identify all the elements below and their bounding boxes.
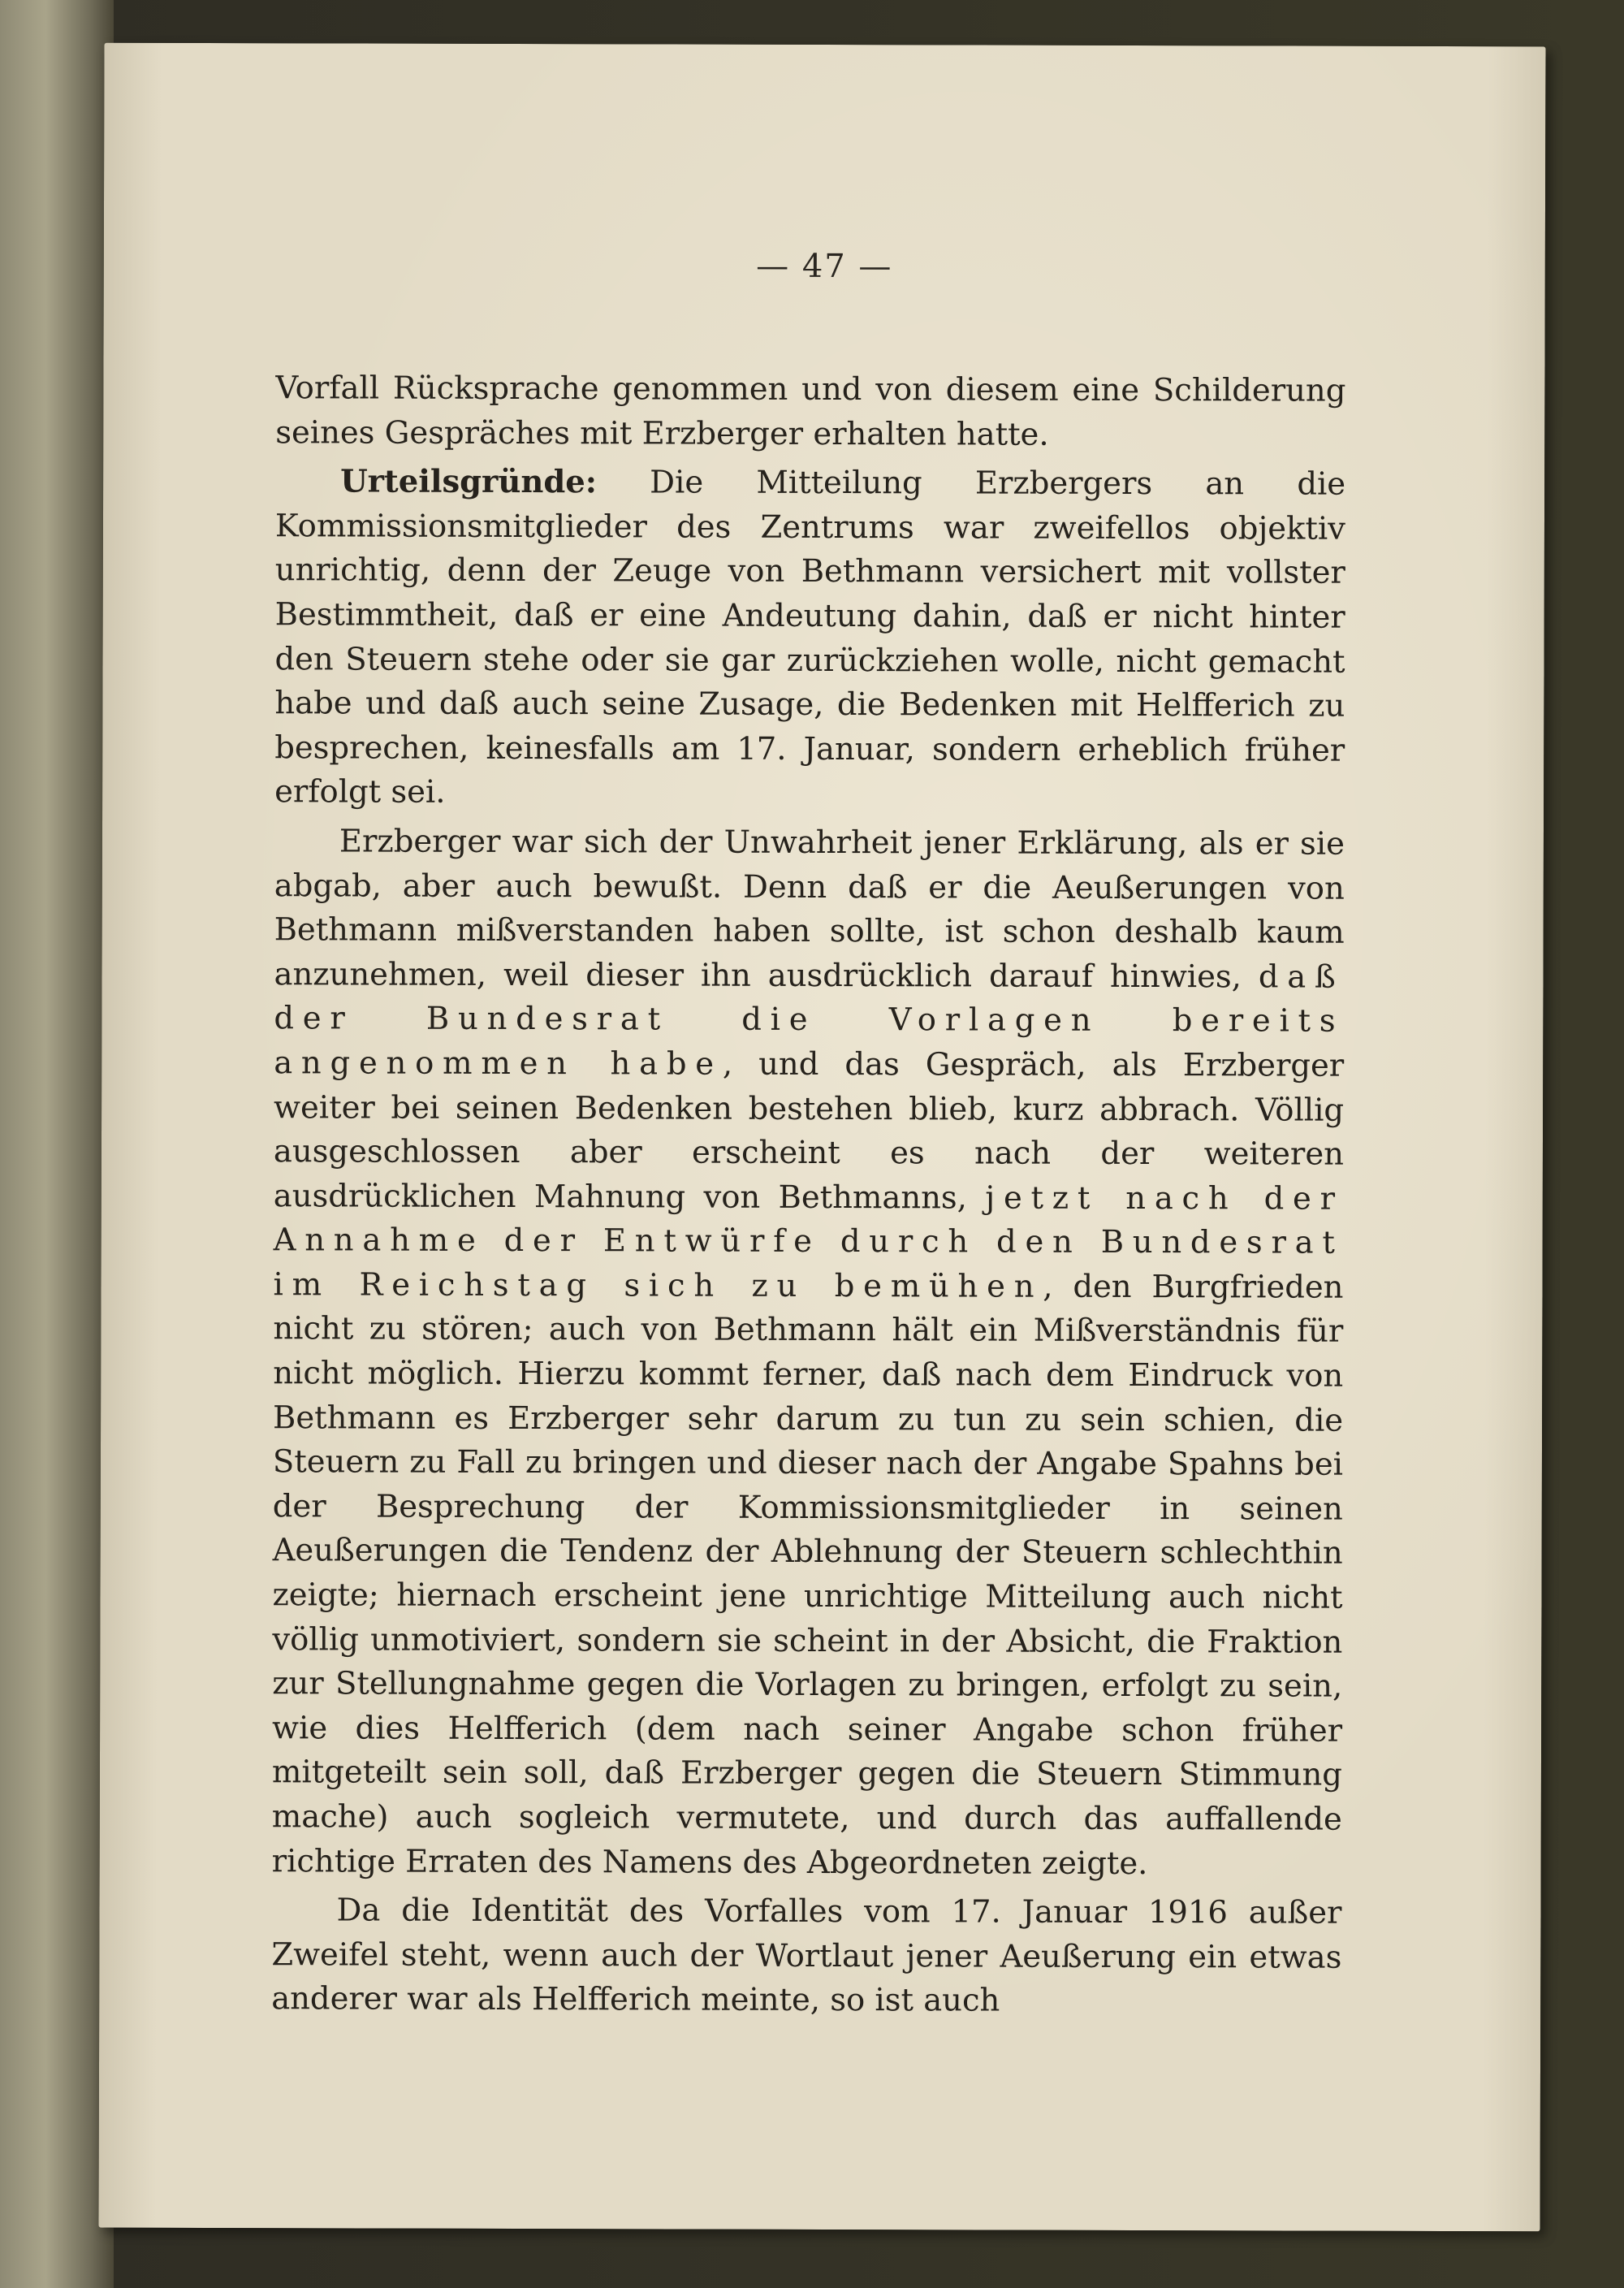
- text-run: Erzberger war sich der Unwahrheit jener Erklärung, als er sie abgab, aber auch bewußt. Denn daß er die Aeußerungen von Bethmann mißverstanden haben sollte, ist schon deshalb kaum anzunehmen, weil dieser ihn ausdrücklich darauf hinwies,: [274, 823, 1345, 996]
- paragraph-erzberger: [272, 820, 1345, 1887]
- text-run: , und das Gespräch, als Erzberger weiter bei seinen Bedenken bestehen blieb, kurz abbrach. Völlig ausgeschlossen aber erscheint es nach der weiteren ausdrücklichen Mahnung von Bethmanns,: [273, 1045, 1345, 1217]
- paragraph-continuation: [275, 366, 1345, 458]
- page-number: — 47 —: [756, 247, 893, 286]
- section-heading-urteilsgruende: Urteilsgründe:: [340, 463, 598, 501]
- spaced-emphasis-reichstag: jetzt nach der Annahme der Entwürfe durch den Bundesrat im Reichstag sich zu bemühen: [273, 1179, 1344, 1305]
- text-run: , den Burgfrieden nicht zu stören; auch von Bethmann hält ein Mißverständnis für nicht möglich. Hierzu kommt ferner, daß nach dem Eindruck von Bethmann es Erzberger sehr darum zu tun zu sein schien, die Steuern zu Fall zu bringen und dieser nach der Angabe Spahns bei der Besprechung der Kommissionsmitglieder in seinen Aeußerungen die Tendenz der Ablehnung der Steuern schlechthin zeigte; hiernach erscheint jene unrichtige Mitteilung auch nicht völlig unmotiviert, sondern sie scheint in der Absicht, die Fraktion zur Stellungnahme gegen die Vorlagen zu bringen, erfolgt zu sein, wie dies Helfferich (dem nach seiner Angabe schon früher mitgeteilt sein soll, daß Erzberger gegen die Steuern Stimmung mache) auch sogleich vermutete, und durch das auffallende richtige Erraten des Namens des Abgeordneten zeigte.: [271, 1268, 1344, 1882]
- book-page: [98, 43, 1545, 2232]
- spaced-emphasis-bundesrat: daß der Bundesrat die Vorlagen bereits angenommen habe: [274, 958, 1345, 1083]
- text-run: Vorfall Rücksprache genommen und von diesem eine Schilderung seines Gespräches mit Erzberger erhalten hatte.: [275, 370, 1346, 453]
- text-run: Da die Identität des Vorfalles vom 17. Januar 1916 außer Zweifel steht, wenn auch der Wortlaut jener Aeußerung ein etwas anderer war als Helfferich meinte, so ist auch: [271, 1892, 1342, 2019]
- text-run: Die Mitteilung Erzbergers an die Kommissionsmitglieder des Zentrums war zweifellos objektiv unrichtig, denn der Zeuge von Bethmann versichert mit vollster Bestimmtheit, daß er eine Andeutung dahin, daß er nicht hinter den Steuern stehe oder sie gar zurückziehen wolle, nicht gemacht habe und daß auch seine Zusage, die Bedenken mit Helfferich zu besprechen, keinesfalls am 17. Januar, sondern erheblich früher erfolgt sei.: [274, 464, 1346, 811]
- body-text: [271, 366, 1345, 2024]
- previous-page-edge: [0, 0, 114, 2288]
- paragraph-urteilsgruende: [274, 460, 1345, 817]
- paragraph-identitaet: [271, 1888, 1341, 2024]
